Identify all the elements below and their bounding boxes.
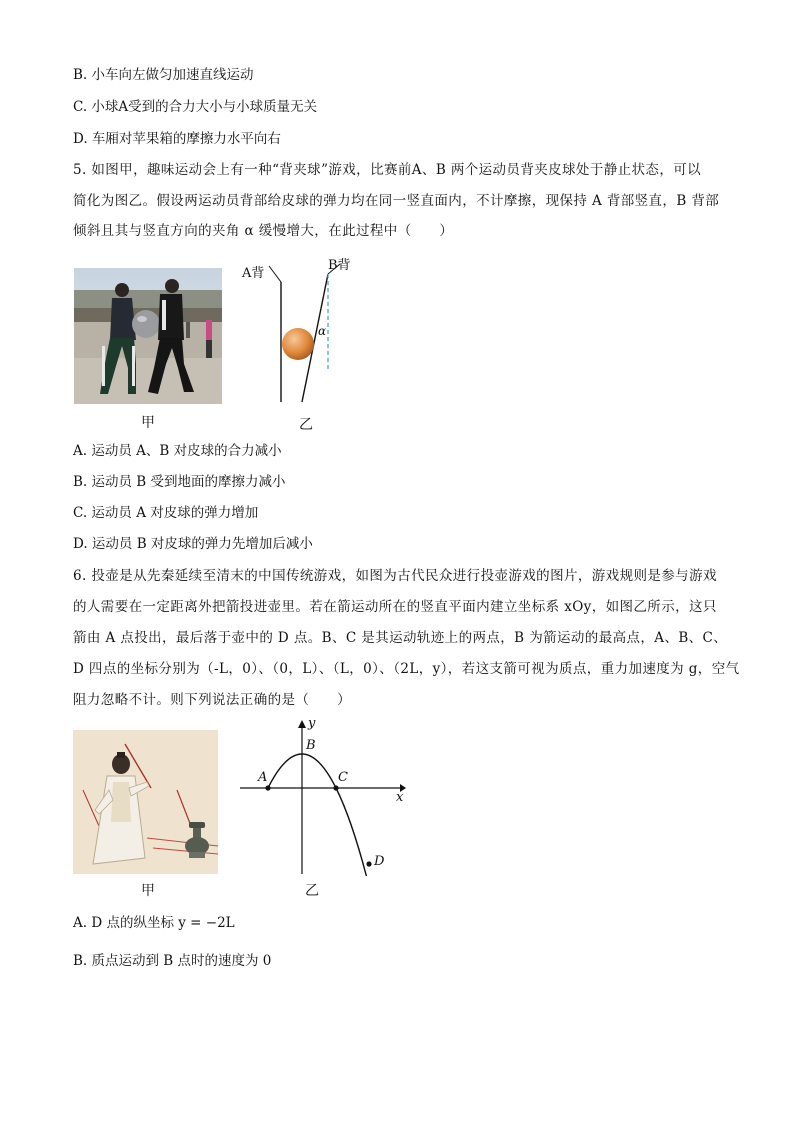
- option-6b: B. 质点运动到 B 点时的速度为 0: [73, 953, 272, 969]
- q6-trajectory-diagram: [238, 716, 408, 876]
- q5-diagram: [236, 252, 366, 430]
- option-4b: B. 小车向左做匀加速直线运动: [73, 67, 254, 83]
- option-5b: B. 运动员 B 受到地面的摩擦力减小: [73, 474, 286, 490]
- q6-line2: 的人需要在一定距离外把箭投进壶里。若在箭运动所在的竖直平面内建立坐标系 xOy，如图乙所示，这只: [73, 599, 717, 615]
- point-a-dot: [265, 785, 270, 790]
- q5-caption-jia: 甲: [141, 415, 155, 431]
- q5-line2: 简化为图乙。假设两运动员背部给皮球的弹力均在同一竖直面内，不计摩擦，现保持 A 背部竖直，B 背部: [73, 193, 720, 209]
- point-d-dot: [366, 861, 371, 866]
- option-4c: C. 小球A受到的合力大小与小球质量无关: [73, 99, 318, 115]
- option-6a: A. D 点的纵坐标 y = −2L: [73, 915, 235, 931]
- point-c-label: C: [338, 770, 348, 785]
- point-a-label: A: [258, 770, 268, 785]
- q5-line3: 倾斜且其与竖直方向的夹角 α 缓慢增大，在此过程中（ ）: [73, 223, 454, 239]
- q6-caption-yi: 乙: [305, 883, 319, 899]
- y-axis-arrow: [298, 720, 306, 728]
- q6-line5: 阻力忽略不计。则下列说法正确的是（ ）: [73, 692, 351, 708]
- q5-photo-back-ball-game: [74, 268, 222, 404]
- q5-caption-yi: 乙: [299, 417, 313, 433]
- label-b-back: B背: [328, 258, 351, 273]
- trajectory-curve: [268, 754, 370, 876]
- label-a-back: A背: [242, 266, 265, 281]
- option-4d: D. 车厢对苹果箱的摩擦力水平向右: [73, 131, 281, 147]
- axis-y-label: y: [308, 716, 316, 731]
- label-alpha: α: [318, 324, 327, 338]
- q6-trajectory-svg: [238, 716, 408, 876]
- q6-caption-jia: 甲: [141, 883, 155, 899]
- q5-line1: 5. 如图甲，趣味运动会上有一种“背夹球”游戏，比赛前A、B 两个运动员背夹皮球处于静止状态，可以: [73, 162, 702, 178]
- point-b-label: B: [306, 738, 316, 753]
- q6-line3: 箭由 A 点投出，最后落于壶中的 D 点。B、C 是其运动轨迹上的两点，B 为箭运动的最高点，A、B、C、: [73, 630, 728, 646]
- q6-painting-pitch-pot: [73, 730, 218, 874]
- q6-line4: D 四点的坐标分别为（-L，0）、（0，L）、（L，0）、（2L，y），若这支箭可视为质点，重力加速度为 g，空气: [73, 661, 740, 677]
- q6-line1: 6. 投壶是从先秦延续至清末的中国传统游戏，如图为古代民众进行投壶游戏的图片，游戏规则是参与游戏: [73, 568, 717, 584]
- axis-x-label: x: [396, 790, 404, 805]
- option-5c: C. 运动员 A 对皮球的弹力增加: [73, 505, 259, 521]
- option-5d: D. 运动员 B 对皮球的弹力先增加后减小: [73, 536, 313, 552]
- point-d-label: D: [374, 854, 385, 869]
- option-5a: A. 运动员 A、B 对皮球的合力减小: [73, 443, 282, 459]
- point-c-dot: [333, 785, 338, 790]
